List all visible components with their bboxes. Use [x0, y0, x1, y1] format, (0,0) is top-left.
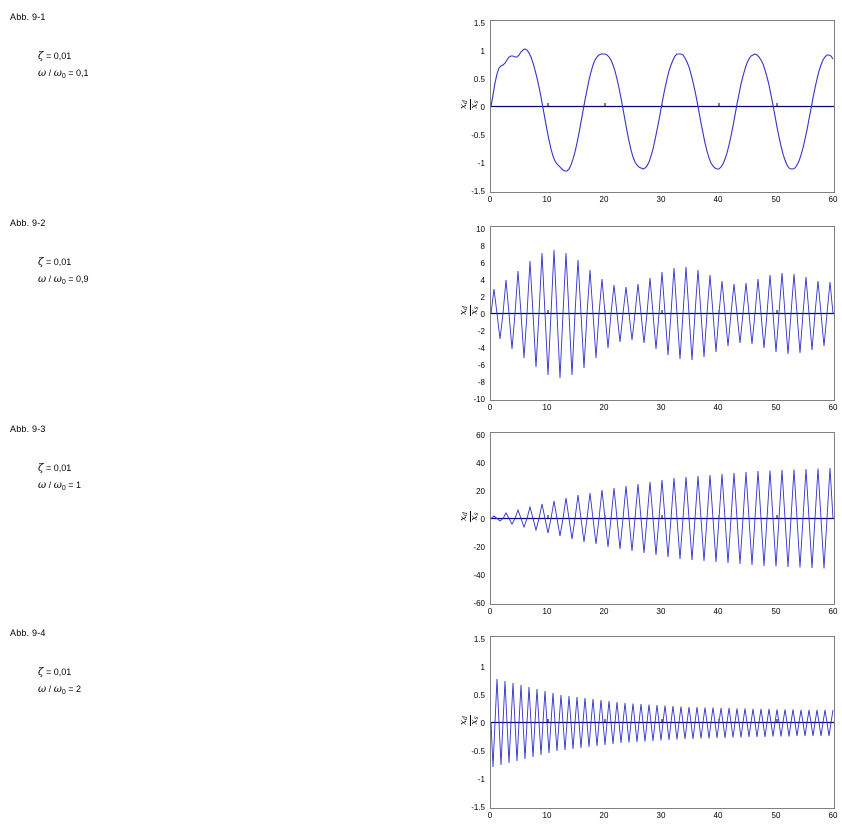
ratio-value: = 2	[68, 684, 82, 694]
figure-row-1	[0, 12, 838, 212]
omega0-subscript: 0	[61, 73, 66, 80]
plot-svg-2	[491, 227, 834, 400]
xtick: 50	[771, 195, 781, 204]
ytick: -1	[477, 775, 485, 784]
chart-2	[235, 218, 838, 418]
y-den-sub: s	[472, 512, 480, 516]
caption-block-1	[10, 12, 240, 85]
figure-parameters	[38, 460, 240, 497]
plot-area-4	[490, 636, 835, 809]
xtick: 50	[771, 811, 781, 820]
xtick: 50	[771, 607, 781, 616]
ytick: 1.5	[473, 635, 485, 644]
omega0-subscript: 0	[61, 279, 66, 286]
ytick: 20	[476, 487, 485, 496]
xtick: 40	[713, 811, 723, 820]
figure-label: Abb. 9-1	[10, 12, 46, 22]
xtick: 20	[599, 195, 609, 204]
omega0-subscript: 0	[61, 689, 66, 696]
series-line-1	[491, 49, 833, 171]
ytick: 0	[480, 719, 485, 728]
damping-value: = 0,01	[45, 463, 72, 473]
xtick: 60	[828, 195, 838, 204]
plot-area-2	[490, 226, 835, 401]
xtick: 50	[771, 403, 781, 412]
ratio-value: = 1	[68, 480, 82, 490]
figure-row-4	[0, 628, 838, 828]
xtick: 20	[599, 811, 609, 820]
xtick: 0	[487, 195, 493, 204]
y-den: x	[469, 515, 480, 521]
omega0-symbol: ω	[53, 480, 62, 491]
chart-4	[235, 628, 838, 828]
xtick: 40	[713, 403, 723, 412]
ytick: 0	[480, 103, 485, 112]
xtick: 0	[487, 403, 493, 412]
figure-row-2	[0, 218, 838, 418]
xtick: 10	[542, 811, 552, 820]
omega-symbol: ω	[38, 684, 47, 695]
plot-svg-4	[491, 637, 834, 808]
ytick: 0.5	[473, 75, 485, 84]
xtick: 30	[656, 195, 666, 204]
ratio-slash: /	[48, 68, 52, 78]
ytick: -2	[477, 327, 485, 336]
damping-parameter	[38, 48, 240, 65]
ratio-slash: /	[48, 274, 52, 284]
caption-block-2	[10, 218, 240, 291]
omega0-subscript: 0	[61, 485, 66, 492]
figure-parameters	[38, 48, 240, 85]
y-num: x	[458, 103, 469, 109]
ytick: 0	[480, 515, 485, 524]
y-den-sub: s	[472, 716, 480, 720]
ytick: 8	[480, 242, 485, 251]
xtick: 10	[542, 403, 552, 412]
ytick: 40	[476, 459, 485, 468]
ratio-slash: /	[48, 480, 52, 490]
ytick: -6	[477, 361, 485, 370]
ytick: 60	[476, 431, 485, 440]
xtick: 20	[599, 403, 609, 412]
ytick: -60	[473, 599, 485, 608]
omega-symbol: ω	[38, 274, 47, 285]
xtick: 10	[542, 607, 552, 616]
ytick: 1.5	[473, 19, 485, 28]
y-num-sub: d	[461, 100, 469, 104]
y-den: x	[469, 309, 480, 315]
figure-row-3	[0, 424, 838, 624]
damping-value: = 0,01	[45, 667, 72, 677]
y-num-sub: d	[461, 716, 469, 720]
damping-value: = 0,01	[45, 257, 72, 267]
damping-parameter	[38, 664, 240, 681]
zeta-symbol: ζ	[38, 667, 44, 678]
y-num: x	[458, 309, 469, 315]
xtick: 0	[487, 811, 493, 820]
caption-block-4	[10, 628, 240, 701]
ytick: -0.5	[471, 131, 485, 140]
xtick: 60	[828, 811, 838, 820]
ytick: -40	[473, 571, 485, 580]
ytick: 1	[480, 47, 485, 56]
ytick: -8	[477, 378, 485, 387]
figure-label: Abb. 9-4	[10, 628, 46, 638]
plot-svg-1	[491, 21, 834, 192]
y-den: x	[469, 103, 480, 109]
damping-parameter	[38, 460, 240, 477]
ytick: -1	[477, 159, 485, 168]
figure-label: Abb. 9-3	[10, 424, 46, 434]
ytick: 2	[480, 293, 485, 302]
plot-area-1	[490, 20, 835, 193]
xtick: 40	[713, 195, 723, 204]
y-num: x	[458, 719, 469, 725]
omega0-symbol: ω	[53, 684, 62, 695]
ytick: 0.5	[473, 691, 485, 700]
ytick: 10	[476, 225, 485, 234]
figure-label: Abb. 9-2	[10, 218, 46, 228]
chart-3	[235, 424, 838, 624]
ytick: -10	[473, 395, 485, 404]
zeta-symbol: ζ	[38, 463, 44, 474]
caption-block-3	[10, 424, 240, 497]
xtick: 40	[713, 607, 723, 616]
xtick: 10	[542, 195, 552, 204]
y-num: x	[458, 515, 469, 521]
zeta-symbol: ζ	[38, 51, 44, 62]
omega-symbol: ω	[38, 480, 47, 491]
xtick: 60	[828, 607, 838, 616]
ytick: -4	[477, 344, 485, 353]
frequency-ratio-parameter	[38, 681, 240, 701]
ytick: -20	[473, 543, 485, 552]
damping-value: = 0,01	[45, 51, 72, 61]
ytick: 0	[480, 310, 485, 319]
figure-parameters	[38, 664, 240, 701]
y-den-sub: s	[472, 306, 480, 310]
damping-parameter	[38, 254, 240, 271]
ytick: 6	[480, 259, 485, 268]
ytick: 4	[480, 276, 485, 285]
xtick: 20	[599, 607, 609, 616]
ytick: -1.5	[471, 803, 485, 812]
plot-svg-3	[491, 433, 834, 604]
y-num-sub: d	[461, 306, 469, 310]
y-den: x	[469, 719, 480, 725]
omega0-symbol: ω	[53, 68, 62, 79]
frequency-ratio-parameter	[38, 477, 240, 497]
omega0-symbol: ω	[53, 274, 62, 285]
figure-parameters	[38, 254, 240, 291]
frequency-ratio-parameter	[38, 65, 240, 85]
xtick: 0	[487, 607, 493, 616]
plot-area-3	[490, 432, 835, 605]
y-den-sub: s	[472, 100, 480, 104]
ytick: 1	[480, 663, 485, 672]
xtick: 30	[656, 403, 666, 412]
zeta-symbol: ζ	[38, 257, 44, 268]
xtick: 30	[656, 811, 666, 820]
y-num-sub: d	[461, 512, 469, 516]
frequency-ratio-parameter	[38, 271, 240, 291]
xtick: 60	[828, 403, 838, 412]
omega-symbol: ω	[38, 68, 47, 79]
ratio-slash: /	[48, 684, 52, 694]
ytick: -0.5	[471, 747, 485, 756]
ratio-value: = 0,9	[68, 274, 89, 284]
chart-1	[235, 12, 838, 212]
ratio-value: = 0,1	[68, 68, 89, 78]
ytick: -1.5	[471, 187, 485, 196]
xtick: 30	[656, 607, 666, 616]
